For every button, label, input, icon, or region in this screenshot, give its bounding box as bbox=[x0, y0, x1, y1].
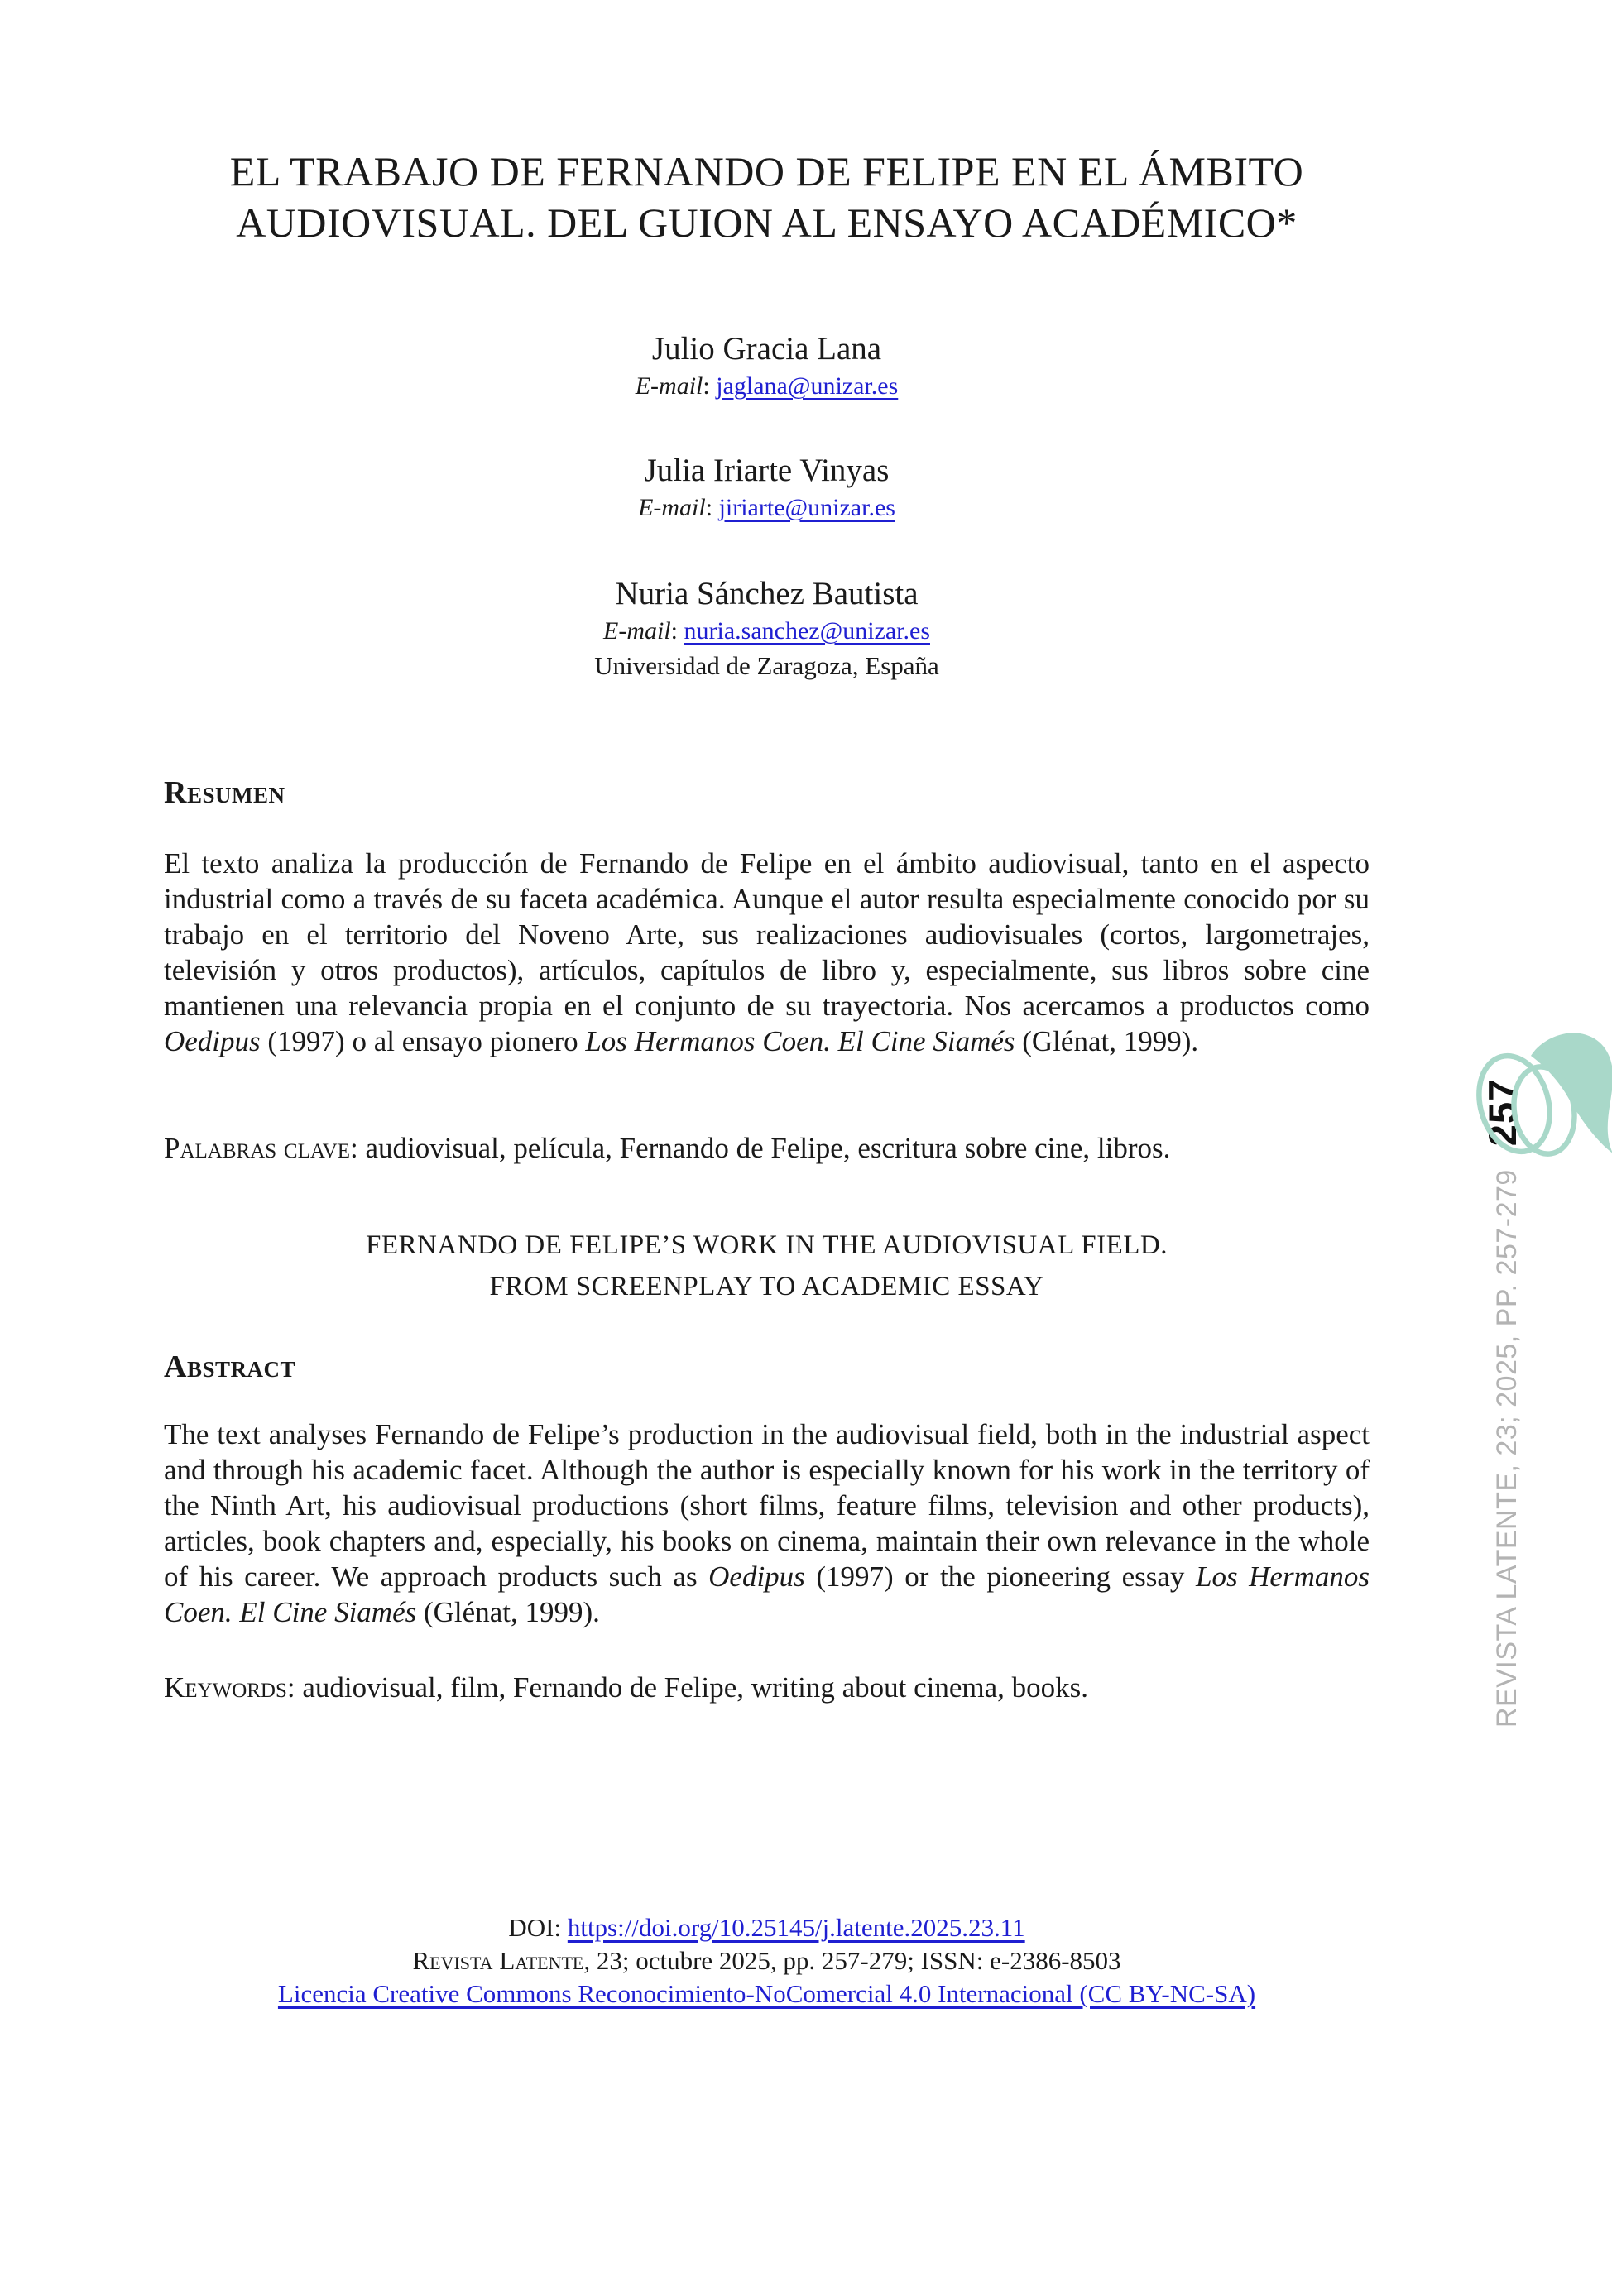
license-line bbox=[164, 1977, 1370, 2011]
resumen-italic-work-2: Los Hermanos Coen. El Cine Siamés bbox=[585, 1025, 1015, 1057]
english-title-line-2: FROM SCREENPLAY TO ACADEMIC ESSAY bbox=[489, 1272, 1044, 1301]
author-name: Julia Iriarte Vinyas bbox=[644, 453, 890, 488]
journal-name: Revista Latente bbox=[412, 1946, 584, 1975]
palabras-clave-label: Palabras clave bbox=[164, 1132, 351, 1164]
doi-link[interactable]: https://doi.org/10.25145/j.latente.2025.23.11 bbox=[567, 1913, 1025, 1942]
sidebar-journal-ref: REVISTA LATENTE, 23; 2025, PP. 257-279 bbox=[1491, 1169, 1523, 1728]
author-affiliation: Universidad de Zaragoza, España bbox=[594, 651, 939, 680]
author-email-line: E-mail: jaglana@unizar.es bbox=[635, 372, 899, 400]
article-title bbox=[164, 146, 1370, 248]
author-email-line: E-mail: jiriarte@unizar.es bbox=[638, 494, 895, 521]
english-title-line-1: FERNANDO DE FELIPE’S WORK IN THE AUDIOVISUAL FIELD. bbox=[365, 1230, 1168, 1260]
abstract-italic-work-2: Los Hermanos Coen. El Cine Siamés bbox=[164, 1560, 1370, 1628]
license-link[interactable]: Licencia Creative Commons Reconocimiento-NoComercial 4.0 Internacional (CC BY-NC-SA) bbox=[277, 1979, 1256, 2008]
palabras-clave-text: : audiovisual, película, Fernando de Felipe, escritura sobre cine, libros. bbox=[350, 1132, 1171, 1164]
resumen-heading: Resumen bbox=[164, 775, 285, 810]
author-block bbox=[164, 329, 1370, 404]
article-title-line-2: AUDIOVISUAL. DEL GUION AL ENSAYO ACADÉMICO* bbox=[236, 199, 1298, 246]
author-name: Julio Gracia Lana bbox=[651, 331, 882, 367]
sidebar-page-number: 257 bbox=[1480, 1078, 1524, 1147]
author-email-link[interactable]: nuria.sanchez@unizar.es bbox=[684, 617, 930, 645]
journal-scribble-logo-icon bbox=[1471, 1028, 1612, 1162]
author-name: Nuria Sánchez Bautista bbox=[615, 576, 919, 611]
abstract-italic-work-1: Oedipus bbox=[708, 1560, 805, 1593]
journal-sidebar bbox=[1480, 1079, 1525, 1728]
resumen-paragraph bbox=[164, 846, 1370, 1059]
journal-citation-line bbox=[164, 1944, 1370, 1977]
abstract-text-3: (Glénat, 1999). bbox=[416, 1596, 600, 1628]
footer-citation-block bbox=[164, 1911, 1370, 2011]
doi-label: DOI: bbox=[508, 1913, 568, 1942]
author-block bbox=[164, 574, 1370, 683]
email-label: E-mail bbox=[635, 372, 703, 400]
email-label: E-mail bbox=[638, 494, 706, 521]
author-email-link[interactable]: jiriarte@unizar.es bbox=[718, 494, 895, 521]
journal-citation-rest: , 23; octubre 2025, pp. 257-279; ISSN: e-2386-8503 bbox=[583, 1946, 1121, 1975]
resumen-text-1: El texto analiza la producción de Fernando de Felipe en el ámbito audiovisual, tanto en el aspecto industrial como a través de su faceta académica. Aunque el autor resulta especialmente conocido por su trabajo en el territorio del Noveno Arte, sus realizaciones audiovisuales (cortos, largometrajes, televisión y otros productos), artículos, capítulos de libro y, especialmente, sus libros sobre cine mantienen una relevancia propia en el conjunto de su trayectoria. Nos acercamos a productos como bbox=[164, 847, 1370, 1022]
keywords-text: : audiovisual, film, Fernando de Felipe, writing about cinema, books. bbox=[286, 1671, 1089, 1704]
palabras-clave-line bbox=[164, 1130, 1370, 1166]
english-title bbox=[164, 1225, 1370, 1307]
doi-line bbox=[164, 1911, 1370, 1944]
article-title-line-1: EL TRABAJO DE FERNANDO DE FELIPE EN EL ÁMBITO bbox=[229, 148, 1304, 194]
keywords-label: Keywords bbox=[164, 1671, 287, 1704]
abstract-paragraph bbox=[164, 1416, 1370, 1630]
abstract-text-2: (1997) or the pioneering essay bbox=[804, 1560, 1196, 1593]
resumen-italic-work-1: Oedipus bbox=[164, 1025, 261, 1057]
email-label: E-mail bbox=[603, 617, 671, 645]
abstract-text-1: The text analyses Fernando de Felipe’s production in the audiovisual field, both in the industrial aspect and through his academic facet. Although the author is especially known for his work in the territory of the Ninth Art, his audiovisual productions (short films, feature films, television and other products), articles, book chapters and, especially, his books on cinema, maintain their own relevance in the whole of his career. We approach products such as bbox=[164, 1418, 1370, 1593]
author-email-link[interactable]: jaglana@unizar.es bbox=[716, 372, 899, 400]
resumen-text-3: (Glénat, 1999). bbox=[1015, 1025, 1199, 1057]
author-email-line: E-mail: nuria.sanchez@unizar.es bbox=[603, 617, 930, 645]
keywords-line bbox=[164, 1670, 1370, 1705]
resumen-text-2: (1997) o al ensayo pionero bbox=[260, 1025, 586, 1057]
abstract-heading: Abstract bbox=[164, 1349, 295, 1384]
author-block bbox=[164, 451, 1370, 525]
